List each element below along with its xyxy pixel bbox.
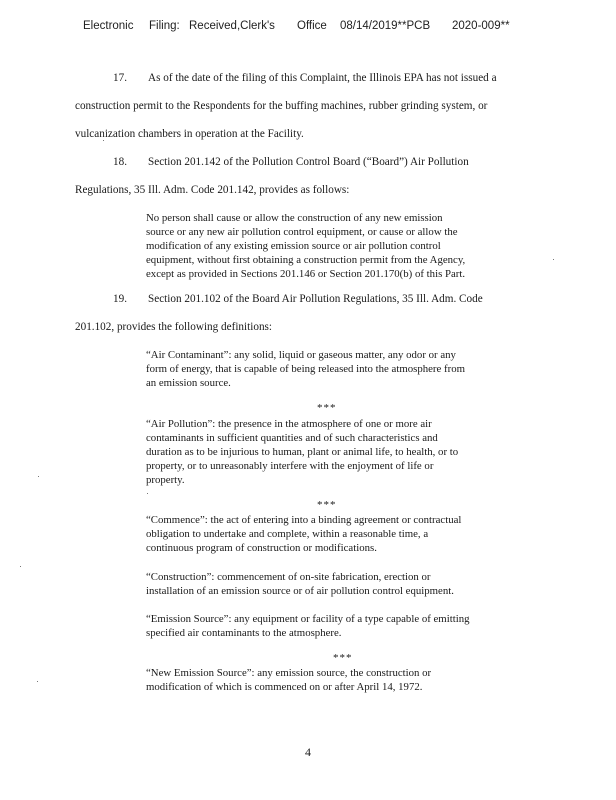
definition-emission-source	[146, 612, 526, 640]
header-case-number: 2020-009**	[452, 20, 510, 32]
ellipsis-separator: ***	[317, 402, 337, 414]
quote-line: No person shall cause or allow the construction of any new emission	[146, 212, 443, 224]
paragraph-19-line-2: 201.102, provides the following definitions:	[75, 321, 273, 333]
paragraph-17-first-line: As of the date of the filing of this Complaint, the Illinois EPA has not issued a	[148, 72, 497, 84]
quote-line: equipment, without first obtaining a construction permit from the Agency,	[146, 254, 466, 266]
paragraph-17-line-2: construction permit to the Respondents for the buffing machines, rubber grinding system, or	[75, 100, 488, 112]
paragraph-17-number: 17.	[113, 72, 127, 84]
definition-line: installation of an emission source or of air pollution control equipment.	[146, 585, 454, 597]
scan-speck	[37, 681, 38, 682]
scan-speck	[20, 566, 21, 567]
definition-line: modification of which is commenced on or after April 14, 1972.	[146, 681, 423, 693]
definition-commence	[146, 513, 526, 555]
definition-line: continuous program of construction or modifications.	[146, 542, 377, 554]
paragraph-18-number: 18.	[113, 156, 127, 168]
paragraph-17-line-3: vulcanization chambers in operation at the Facility.	[75, 128, 304, 140]
definition-line: contaminants in sufficient quantities and of such characteristics and	[146, 432, 438, 444]
paragraph-19-number: 19.	[113, 293, 127, 305]
paragraph-18-line-2: Regulations, 35 Ill. Adm. Code 201.142, provides as follows:	[75, 184, 350, 196]
definition-line: specified air contaminants to the atmosphere.	[146, 627, 342, 639]
quote-line: modification of any existing emission source or air pollution control	[146, 240, 441, 252]
paragraph-18-first-line: Section 201.142 of the Pollution Control Board (“Board”) Air Pollution	[148, 156, 469, 168]
definition-line: “New Emission Source”: any emission source, the construction or	[146, 667, 432, 679]
quote-line: source or any new air pollution control equipment, or cause or allow the	[146, 226, 458, 238]
paragraph-19-first-line: Section 201.102 of the Board Air Pollution Regulations, 35 Ill. Adm. Code	[148, 293, 483, 305]
definition-line: form of energy, that is capable of being released into the atmosphere from	[146, 363, 465, 375]
definition-line: property.	[146, 474, 185, 486]
scan-speck	[103, 140, 104, 141]
header-date: 08/14/2019**PCB	[340, 20, 431, 32]
definition-line: “Commence”: the act of entering into a binding agreement or contractual	[146, 514, 462, 526]
definition-line: “Construction”: commencement of on-site fabrication, erection or	[146, 571, 431, 583]
definition-new-emission-source	[146, 666, 526, 694]
definition-line: duration as to be injurious to human, plant or animal life, to health, or to	[146, 446, 459, 458]
page-number: 4	[305, 745, 311, 759]
scan-speck	[147, 493, 148, 494]
definition-line: “Air Pollution”: the presence in the atmosphere of one or more air	[146, 418, 432, 430]
quote-line: except as provided in Sections 201.146 or Section 201.170(b) of this Part.	[146, 268, 466, 280]
block-quote-201-142	[146, 211, 526, 281]
definition-air-pollution	[146, 417, 526, 487]
definition-air-contaminant	[146, 348, 526, 390]
header-received: Received,Clerk's	[189, 20, 275, 32]
header-filing: Filing:	[149, 20, 180, 32]
definition-line: “Emission Source”: any equipment or facility of a type capable of emitting	[146, 613, 470, 625]
header-electronic: Electronic	[83, 20, 134, 32]
definition-line: property, or to unreasonably interfere with the enjoyment of life or	[146, 460, 434, 472]
scan-speck	[553, 259, 554, 260]
filing-header	[83, 20, 523, 36]
header-office: Office	[297, 20, 327, 32]
definition-line: an emission source.	[146, 377, 231, 389]
definition-construction	[146, 570, 526, 598]
ellipsis-separator: ***	[317, 499, 337, 511]
definition-line: obligation to undertake and complete, within a reasonable time, a	[146, 528, 429, 540]
ellipsis-separator: ***	[333, 652, 353, 664]
scan-speck	[38, 476, 39, 477]
definition-line: “Air Contaminant”: any solid, liquid or gaseous matter, any odor or any	[146, 349, 456, 361]
